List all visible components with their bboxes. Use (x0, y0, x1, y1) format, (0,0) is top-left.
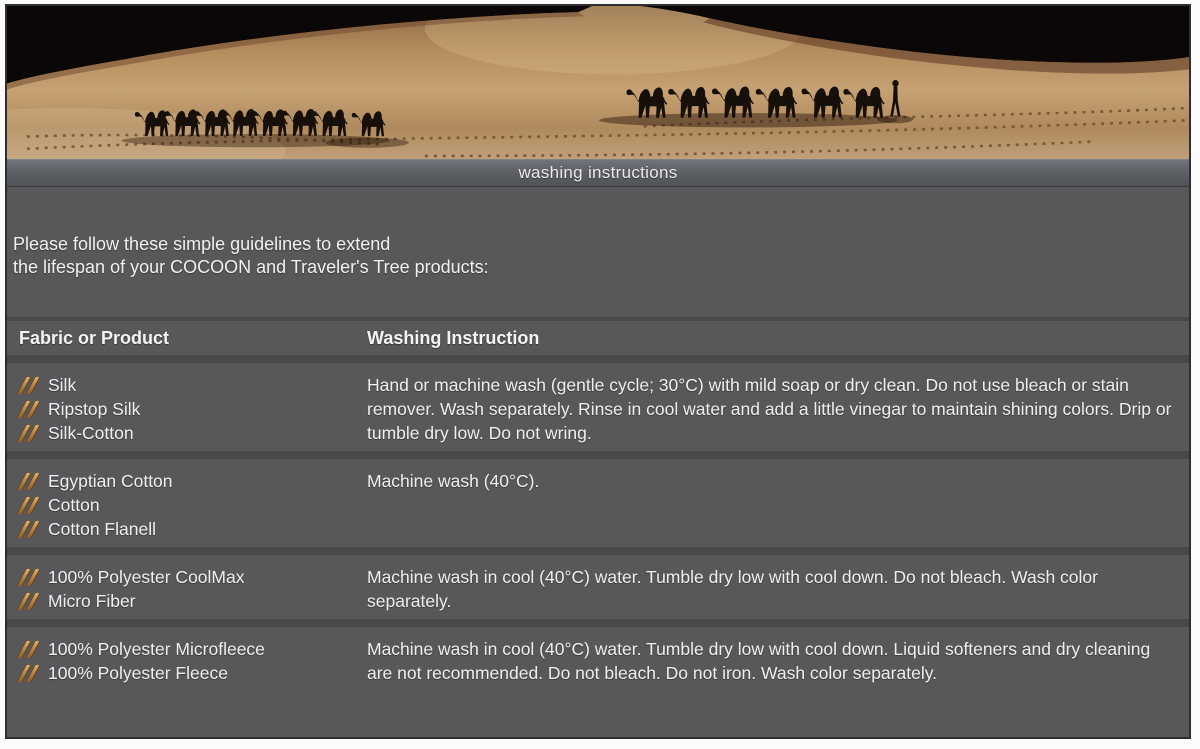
fabric-cell (7, 565, 367, 613)
fabric-item (19, 661, 367, 685)
fabric-cell (7, 637, 367, 685)
fabric-item (19, 637, 367, 661)
double-slash-icon (21, 497, 39, 514)
double-slash-icon (21, 569, 39, 586)
intro-line-2: the lifespan of your COCOON and Traveler's Tree products: (13, 257, 489, 277)
desert-scene (7, 6, 1189, 159)
double-slash-icon (21, 401, 39, 418)
fabric-item (19, 421, 367, 445)
table-row-cotton (7, 459, 1189, 547)
fabric-name: 100% Polyester CoolMax (48, 567, 245, 587)
table-row-silk (7, 363, 1189, 451)
double-slash-icon (21, 521, 39, 538)
fabric-name: 100% Polyester Fleece (48, 663, 228, 683)
fabric-name: Silk-Cotton (48, 423, 134, 443)
desert-caravan-image (7, 6, 1189, 159)
fabric-cell (7, 469, 367, 541)
instruction-text: Machine wash (40°C). (367, 471, 540, 491)
double-slash-icon (21, 641, 39, 658)
double-slash-icon (21, 425, 39, 442)
fabric-name: 100% Polyester Microfleece (48, 639, 265, 659)
double-slash-icon (21, 473, 39, 490)
fabric-item (19, 517, 367, 541)
fabric-item (19, 493, 367, 517)
separator (7, 355, 1189, 363)
fabric-item (19, 373, 367, 397)
table-row-coolmax (7, 555, 1189, 619)
column-header-instruction: Washing Instruction (367, 327, 540, 348)
instruction-text: Hand or machine wash (gentle cycle; 30°C) with mild soap or dry clean. Do not use bleach or stain remover. Wash separately. Rinse in cool water and add a little vinegar to maintain shining colors. Drip or tumble dry low. Do not wring. (367, 375, 1172, 443)
instruction-text: Machine wash in cool (40°C) water. Tumble dry low with cool down. Do not bleach. Wash color separately. (367, 567, 1098, 611)
fabric-item (19, 397, 367, 421)
fabric-item (19, 589, 367, 613)
separator (7, 451, 1189, 459)
fabric-name: Egyptian Cotton (48, 471, 173, 491)
fabric-name: Cotton (48, 495, 100, 515)
fabric-name: Cotton Flanell (48, 519, 156, 539)
separator (7, 547, 1189, 555)
table-row-fleece (7, 627, 1189, 691)
separator (7, 619, 1189, 627)
fabric-item (19, 565, 367, 589)
column-header-fabric: Fabric or Product (19, 327, 170, 348)
page-title: washing instructions (518, 163, 678, 182)
fabric-name: Ripstop Silk (48, 399, 141, 419)
intro-text (7, 187, 1189, 317)
double-slash-icon (21, 593, 39, 610)
fabric-item (19, 469, 367, 493)
intro-line-1: Please follow these simple guidelines to extend (13, 234, 391, 254)
double-slash-icon (21, 665, 39, 682)
fabric-name: Micro Fiber (48, 591, 136, 611)
double-slash-icon (21, 377, 39, 394)
title-bar (7, 159, 1189, 187)
fabric-cell (7, 373, 367, 445)
table-header-row (7, 321, 1189, 355)
content-panel (5, 4, 1191, 739)
fabric-name: Silk (48, 375, 77, 395)
instruction-text: Machine wash in cool (40°C) water. Tumble dry low with cool down. Liquid softeners and dry cleaning are not recommended. Do not bleach. Do not iron. Wash color separately. (367, 639, 1151, 683)
